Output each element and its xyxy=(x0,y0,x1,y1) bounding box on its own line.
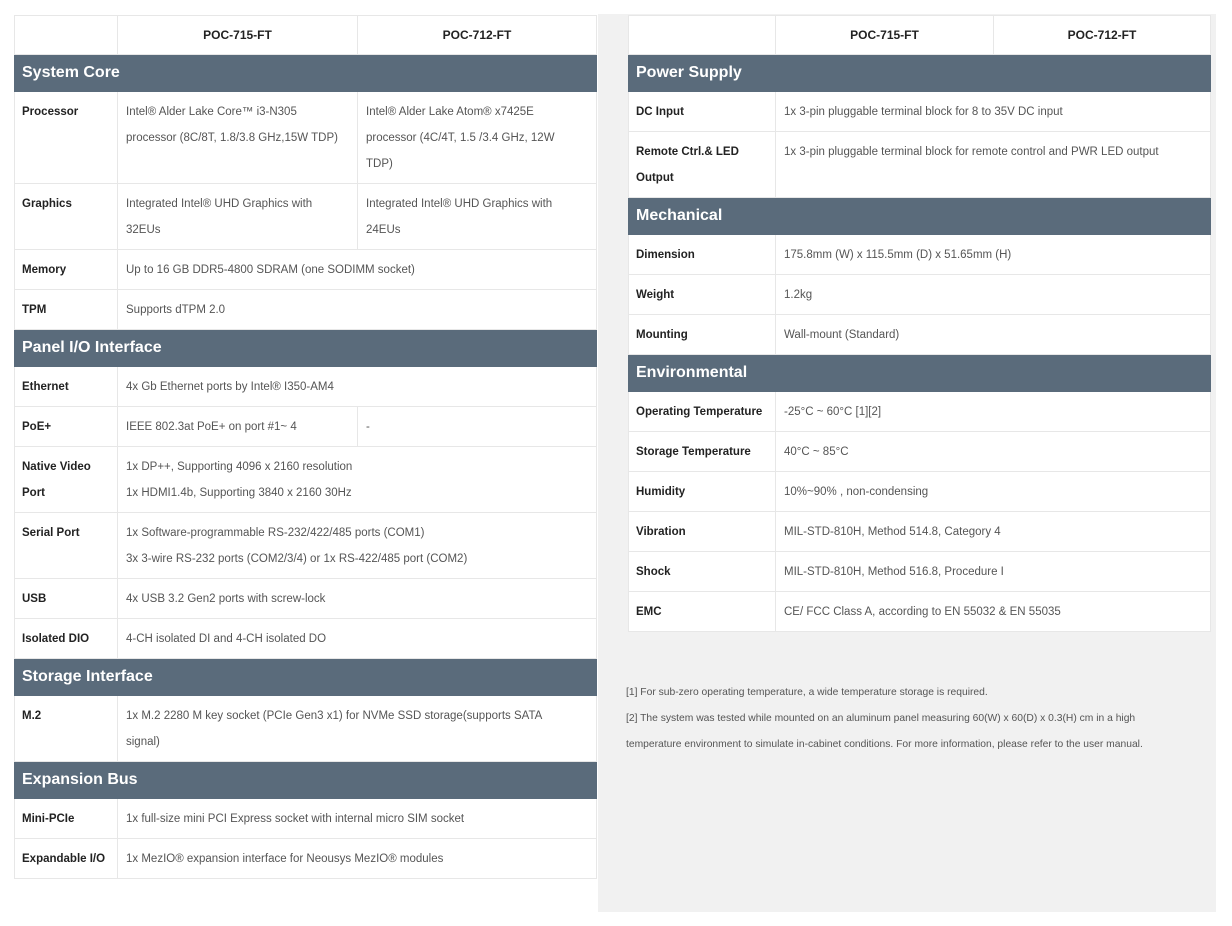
mounting-value: Wall-mount (Standard) xyxy=(776,315,1211,355)
value-line: 3x 3-wire RS-232 ports (COM2/3/4) or 1x RS-422/485 port (COM2) xyxy=(126,553,468,565)
section-title-system-core: System Core xyxy=(15,55,597,92)
row-label-poe: PoE+ xyxy=(15,407,118,447)
row-label-native-video-port xyxy=(15,447,118,513)
value-line: Integrated Intel® UHD Graphics with xyxy=(366,198,553,210)
value-line: 24EUs xyxy=(366,224,401,236)
value-line: processor (4C/4T, 1.5 /3.4 GHz, 12W xyxy=(366,132,555,144)
label-line: Remote Ctrl.& LED xyxy=(636,146,739,158)
table-row xyxy=(15,799,597,839)
table-row xyxy=(15,407,597,447)
table-row xyxy=(629,392,1211,432)
table-row xyxy=(629,132,1211,198)
row-label-mini-pcie: Mini-PCIe xyxy=(15,799,118,839)
row-label-serial-port: Serial Port xyxy=(15,513,118,579)
table-row xyxy=(15,579,597,619)
dc-input-value: 1x 3-pin pluggable terminal block for 8 to 35V DC input xyxy=(776,92,1211,132)
tpm-value: Supports dTPM 2.0 xyxy=(118,290,597,330)
row-label-ethernet: Ethernet xyxy=(15,367,118,407)
native-video-value xyxy=(118,447,597,513)
label-line: Output xyxy=(636,172,674,184)
section-header-row xyxy=(629,198,1211,235)
row-label-vibration: Vibration xyxy=(629,512,776,552)
dimension-value: 175.8mm (W) x 115.5mm (D) x 51.65mm (H) xyxy=(776,235,1211,275)
processor-poc-712-value xyxy=(358,92,597,184)
row-label-remote-ctrl-led-output xyxy=(629,132,776,198)
table-row xyxy=(15,92,597,184)
isolated-dio-value: 4-CH isolated DI and 4-CH isolated DO xyxy=(118,619,597,659)
m2-value xyxy=(118,696,597,762)
footnotes xyxy=(626,680,1206,758)
storage-temperature-value: 40°C ~ 85°C xyxy=(776,432,1211,472)
value-line: Integrated Intel® UHD Graphics with xyxy=(126,198,313,210)
label-line: Native Video xyxy=(22,461,91,473)
value-line: signal) xyxy=(126,736,160,748)
column-header-poc-712-ft: POC-712-FT xyxy=(358,16,597,55)
row-label-m2: M.2 xyxy=(15,696,118,762)
row-label-operating-temperature: Operating Temperature xyxy=(629,392,776,432)
row-label-isolated-dio: Isolated DIO xyxy=(15,619,118,659)
usb-value: 4x USB 3.2 Gen2 ports with screw-lock xyxy=(118,579,597,619)
memory-value: Up to 16 GB DDR5-4800 SDRAM (one SODIMM socket) xyxy=(118,250,597,290)
table-row xyxy=(15,696,597,762)
table-row xyxy=(15,447,597,513)
row-label-usb: USB xyxy=(15,579,118,619)
table-row xyxy=(629,275,1211,315)
value-line: 1x HDMI1.4b, Supporting 3840 x 2160 30Hz xyxy=(126,487,352,499)
table-row xyxy=(629,472,1211,512)
vibration-value: MIL-STD-810H, Method 514.8, Category 4 xyxy=(776,512,1211,552)
value-line: 1x Software-programmable RS-232/422/485 ports (COM1) xyxy=(126,527,425,539)
section-header-row xyxy=(15,659,597,696)
table-row xyxy=(15,619,597,659)
value-line: 1x M.2 2280 M key socket (PCIe Gen3 x1) for NVMe SSD storage(supports SATA xyxy=(126,710,543,722)
row-label-dimension: Dimension xyxy=(629,235,776,275)
table-row xyxy=(629,592,1211,632)
section-header-row xyxy=(15,762,597,799)
column-header-poc-712-ft: POC-712-FT xyxy=(994,16,1211,55)
table-row xyxy=(629,432,1211,472)
table-row xyxy=(629,315,1211,355)
row-label-emc: EMC xyxy=(629,592,776,632)
row-label-processor: Processor xyxy=(15,92,118,184)
footnote-1: [1] For sub-zero operating temperature, a wide temperature storage is required. xyxy=(626,687,988,698)
shock-value: MIL-STD-810H, Method 516.8, Procedure I xyxy=(776,552,1211,592)
poe-poc-715-value: IEEE 802.3at PoE+ on port #1~ 4 xyxy=(118,407,358,447)
row-label-shock: Shock xyxy=(629,552,776,592)
value-line: 32EUs xyxy=(126,224,161,236)
row-label-graphics: Graphics xyxy=(15,184,118,250)
footnote-2-line-1: [2] The system was tested while mounted on an aluminum panel measuring 60(W) x 60(D) x 0.3(H) cm in a high xyxy=(626,713,1136,724)
spec-table-right xyxy=(628,15,1211,632)
section-title-storage-interface: Storage Interface xyxy=(15,659,597,696)
expandable-io-value: 1x MezIO® expansion interface for Neousys MezIO® modules xyxy=(118,839,597,879)
column-header-poc-715-ft: POC-715-FT xyxy=(776,16,994,55)
emc-value: CE/ FCC Class A, according to EN 55032 & EN 55035 xyxy=(776,592,1211,632)
section-header-row xyxy=(629,355,1211,392)
value-line: Intel® Alder Lake Core™ i3-N305 xyxy=(126,106,297,118)
column-header-poc-715-ft: POC-715-FT xyxy=(118,16,358,55)
row-label-memory: Memory xyxy=(15,250,118,290)
value-line: 1x DP++, Supporting 4096 x 2160 resolution xyxy=(126,461,353,473)
table-row xyxy=(15,839,597,879)
row-label-expandable-io: Expandable I/O xyxy=(15,839,118,879)
table-row xyxy=(629,235,1211,275)
section-title-environmental: Environmental xyxy=(629,355,1211,392)
table-row xyxy=(629,92,1211,132)
value-line: TDP) xyxy=(366,158,393,170)
section-title-power-supply: Power Supply xyxy=(629,55,1211,92)
value-line: Intel® Alder Lake Atom® x7425E xyxy=(366,106,534,118)
mini-pcie-value: 1x full-size mini PCI Express socket with internal micro SIM socket xyxy=(118,799,597,839)
humidity-value: 10%~90% , non-condensing xyxy=(776,472,1211,512)
row-label-dc-input: DC Input xyxy=(629,92,776,132)
section-header-row xyxy=(15,55,597,92)
row-label-storage-temperature: Storage Temperature xyxy=(629,432,776,472)
section-title-panel-io: Panel I/O Interface xyxy=(15,330,597,367)
table-row xyxy=(629,552,1211,592)
table-row xyxy=(15,513,597,579)
row-label-mounting: Mounting xyxy=(629,315,776,355)
remote-ctrl-value: 1x 3-pin pluggable terminal block for remote control and PWR LED output xyxy=(776,132,1211,198)
label-line: Port xyxy=(22,487,45,499)
section-title-expansion-bus: Expansion Bus xyxy=(15,762,597,799)
value-line: processor (8C/8T, 1.8/3.8 GHz,15W TDP) xyxy=(126,132,338,144)
poe-poc-712-value: - xyxy=(358,407,597,447)
processor-poc-715-value xyxy=(118,92,358,184)
header-empty-cell xyxy=(629,16,776,55)
table-header-row xyxy=(629,16,1211,55)
serial-port-value xyxy=(118,513,597,579)
table-row xyxy=(15,184,597,250)
graphics-poc-715-value xyxy=(118,184,358,250)
ethernet-value: 4x Gb Ethernet ports by Intel® I350-AM4 xyxy=(118,367,597,407)
table-row xyxy=(15,290,597,330)
section-header-row xyxy=(629,55,1211,92)
footnote-2-line-2: temperature environment to simulate in-cabinet conditions. For more information, please refer to the user manual. xyxy=(626,739,1143,750)
table-row xyxy=(629,512,1211,552)
spec-table-left xyxy=(14,15,597,879)
table-header-row xyxy=(15,16,597,55)
table-row xyxy=(15,367,597,407)
graphics-poc-712-value xyxy=(358,184,597,250)
table-row xyxy=(15,250,597,290)
section-header-row xyxy=(15,330,597,367)
section-title-mechanical: Mechanical xyxy=(629,198,1211,235)
row-label-humidity: Humidity xyxy=(629,472,776,512)
operating-temperature-value: -25°C ~ 60°C [1][2] xyxy=(776,392,1211,432)
header-empty-cell xyxy=(15,16,118,55)
row-label-weight: Weight xyxy=(629,275,776,315)
weight-value: 1.2kg xyxy=(776,275,1211,315)
row-label-tpm: TPM xyxy=(15,290,118,330)
